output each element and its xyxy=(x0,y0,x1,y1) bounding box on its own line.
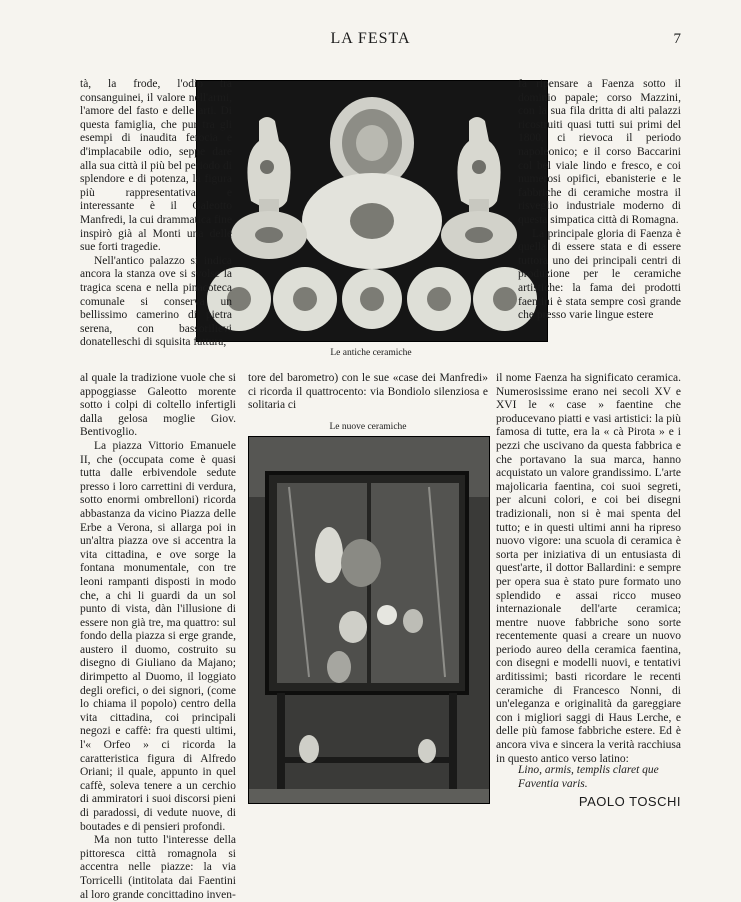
display-cabinet-illustration xyxy=(249,437,489,803)
paragraph: tore del barometro) con le sue «case dei Manfredi» ci ricorda il quattrocento: via Bondiolo silenziosa e solitaria ci xyxy=(248,372,488,412)
paragraph: Nell'antico palazzo si indica ancora la stanza ove si svolse la tragica scena e nella pinacoteca comunale si conserva un bellissimo camerino di pietra serena, con bassorilievi donatelleschi di squisita fattura, xyxy=(80,254,232,349)
paragraph: tà, la frode, l'odio tra consanguinei, il valore nell'armi, l'amore del fasto e delle arti. Di questa famiglia, che pur tra gli esempi di inaudita ferocia e d'implacabile odio, seppe dare alla sua città il più bel periodo di splendore e di potenza, la figura più rappresentativa e interessante è il Galeotto Manfredi, la cui drammatica fine inspirò già al Monti una delle sue forti tragedie. xyxy=(80,78,232,254)
paragraph: Ma non tutto l'interesse della pittoresca città romagnola si accentra nelle piazze: la via Torricelli (intitolata dai Faentini al loro grande concittadino inven- xyxy=(80,834,236,901)
author-signature: PAOLO TOSCHI xyxy=(578,794,681,809)
new-ceramics-photo xyxy=(248,436,490,804)
paragraph: al quale la tradizione vuole che si appoggiasse Galeotto morente sotto i colpi di coltello infertigli dalla gelosa moglie Giov. Bentivoglio. xyxy=(80,372,236,439)
magazine-title: LA FESTA xyxy=(330,30,411,47)
paragraph: il nome Faenza ha significato ceramica. Numerosissime erano nei secoli XV e XVI le « case » faentine che producevano piatti e vasi artistici: la più famosa di tutte, era la « cà Pirota » e i pezzi che uscivano da questa fabbrica e che portavano la sua marca, hanno acquistato un valore grandissimo. L'arte majolicaria faentina, coi suoi segreti, per alcuni colori, e coi bei disegni tradizionali, non si è mai spenta del tutto; e in questi ultimi anni ha ripreso nuovo vigore: una scuola di ceramica è sorta per iniziativa di un entusiasta di quest'arte, il dottor Ballardini: e sempre per opera sua è stato pure formato uno splendido e assai ricco museo internazionale dell'arte ceramica; mentre nuove fabbriche sono sorte recentemente quasi a creare un nuovo periodo aureo della ceramica faentina, con disegni e modelli nuovi, e tentativi arditissimi; basti ricordare le recenti ceramiche di Francesco Nonni, di un'eleganza e originalità da gareggiare con i migliori saggi di Haus Lerche, e delle più famose fabbriche estere. Ed è ancora viva e sincera la verità racchiusa in questo antico verso latino: xyxy=(496,372,681,765)
page-number: 7 xyxy=(673,31,681,47)
column-right-lower xyxy=(496,372,681,766)
column-middle xyxy=(248,372,488,413)
column-left-lower xyxy=(80,372,236,902)
column-right-upper xyxy=(518,78,681,323)
antique-ceramics-photo xyxy=(196,80,548,342)
latin-motto: Lino, armis, templis claret que Faventia varis. xyxy=(518,764,659,790)
antique-ceramics-illustration xyxy=(197,81,547,341)
column-left-upper xyxy=(80,78,232,350)
paragraph: La principale gloria di Faenza è quella di essere stata e di essere tuttora uno dei principali centri di produzione per le ceramiche artistiche: la fama dei prodotti faentini è stata sempre così grande che presso varie lingue estere xyxy=(518,227,681,322)
paragraph: La piazza Vittorio Emanuele II, che (occupata come è quasi tutta dalle erbivendole sedute presso i loro carrettini di verdura, sotto enormi ombrelloni) ricorda abbastanza da vicino Piazza delle Erbe a Verona, si allarga poi in un'altra piazza ove si accentra la vita cittadina, e ove sorge la fontana monumentale, con tre leoni rampanti disposti in modo che, a chi li guardi da un sol punto di vista, dàn l'illusione di essere non già tre, ma quattro: sul fondo della piazza si erge grande, austero il duomo, costruito su disegno di Giuliano da Majano; dirimpetto al Duomo, il loggiato degli orefici, o dei signori, (come lo chiama il popolo) centro della vita cittadina, coi principali negozi e caffè: fra questi ultimi, l'« Orfeo » ci ricorda la caratteristica figura di Alfredo Oriani; il quale, appunto in quel caffè, soleva tenere a un cerchio di ammiratori i suoi discorsi pieni di paradossi, di vedute nuove, di boutades e di pensieri profondi. xyxy=(80,439,236,833)
paragraph: fa ripensare a Faenza sotto il dominio papale; corso Mazzini, con la sua fila dritta di alti palazzi ricostruiti quasi tutti sui primi del 1800, ci rievoca il periodo napoleonico; e il corso Baccarini col bel viale lindo e fresco, e coi numerosi opifici, ebanisterie e le fabbriche di ceramiche mostra il risveglio industriale moderno di questa simpatica città di Romagna. xyxy=(518,78,681,226)
caption-new-ceramics: Le nuove ceramiche xyxy=(329,422,407,432)
caption-antique-ceramics: Le antiche ceramiche xyxy=(330,348,412,358)
